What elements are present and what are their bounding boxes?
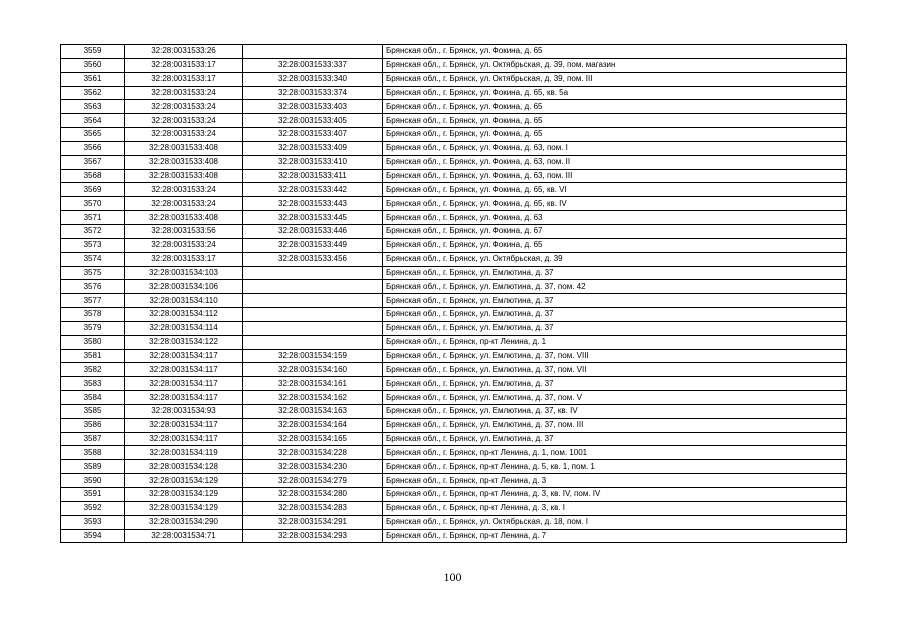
row-number-cell: 3582: [61, 363, 125, 377]
table-row: [61, 45, 847, 59]
parcel-number-cell: 32:28:0031533:24: [125, 183, 243, 197]
row-number-cell: 3562: [61, 86, 125, 100]
address-cell: Брянская обл., г. Брянск, ул. Октябрьская, д. 18, пом. I: [383, 515, 847, 529]
table-row: [61, 377, 847, 391]
address-cell: Брянская обл., г. Брянск, ул. Октябрьская, д. 39, пом. магазин: [383, 58, 847, 72]
parcel-number-cell: 32:28:0031534:117: [125, 363, 243, 377]
table-row: [61, 501, 847, 515]
table-row: [61, 72, 847, 86]
address-cell: Брянская обл., г. Брянск, ул. Емлютина, д. 37: [383, 266, 847, 280]
object-number-cell: 32:28:0031534:279: [243, 474, 383, 488]
table-row: [61, 294, 847, 308]
address-cell: Брянская обл., г. Брянск, ул. Фокина, д. 63, пом. II: [383, 155, 847, 169]
table-row: [61, 432, 847, 446]
parcel-number-cell: 32:28:0031534:71: [125, 529, 243, 543]
cadastral-table: [60, 44, 847, 543]
object-number-cell: 32:28:0031534:161: [243, 377, 383, 391]
object-number-cell: 32:28:0031533:407: [243, 128, 383, 142]
page-number: 100: [443, 570, 462, 584]
object-number-cell: 32:28:0031534:293: [243, 529, 383, 543]
address-cell: Брянская обл., г. Брянск, ул. Емлютина, д. 37: [383, 432, 847, 446]
table-row: [61, 363, 847, 377]
parcel-number-cell: 32:28:0031533:24: [125, 128, 243, 142]
table-row: [61, 266, 847, 280]
address-cell: Брянская обл., г. Брянск, ул. Емлютина, д. 37, пом. 42: [383, 280, 847, 294]
table-body: [61, 45, 847, 543]
row-number-cell: 3574: [61, 252, 125, 266]
object-number-cell: 32:28:0031533:374: [243, 86, 383, 100]
table-row: [61, 58, 847, 72]
table-row: [61, 404, 847, 418]
parcel-number-cell: 32:28:0031533:408: [125, 141, 243, 155]
parcel-number-cell: 32:28:0031534:290: [125, 515, 243, 529]
parcel-number-cell: 32:28:0031534:128: [125, 460, 243, 474]
row-number-cell: 3594: [61, 529, 125, 543]
address-cell: Брянская обл., г. Брянск, ул. Емлютина, д. 37: [383, 377, 847, 391]
table-row: [61, 308, 847, 322]
row-number-cell: 3572: [61, 224, 125, 238]
table-row: [61, 141, 847, 155]
table-row: [61, 252, 847, 266]
row-number-cell: 3570: [61, 197, 125, 211]
parcel-number-cell: 32:28:0031534:129: [125, 488, 243, 502]
parcel-number-cell: 32:28:0031533:24: [125, 238, 243, 252]
object-number-cell: 32:28:0031533:409: [243, 141, 383, 155]
address-cell: Брянская обл., г. Брянск, ул. Октябрьская, д. 39, пом. III: [383, 72, 847, 86]
table-row: [61, 224, 847, 238]
object-number-cell: 32:28:0031534:230: [243, 460, 383, 474]
object-number-cell: 32:28:0031533:405: [243, 114, 383, 128]
row-number-cell: 3591: [61, 488, 125, 502]
row-number-cell: 3581: [61, 349, 125, 363]
address-cell: Брянская обл., г. Брянск, ул. Емлютина, д. 37: [383, 321, 847, 335]
row-number-cell: 3567: [61, 155, 125, 169]
row-number-cell: 3592: [61, 501, 125, 515]
object-number-cell: 32:28:0031534:163: [243, 404, 383, 418]
address-cell: Брянская обл., г. Брянск, пр-кт Ленина, д. 1, пом. 1001: [383, 446, 847, 460]
address-cell: Брянская обл., г. Брянск, ул. Фокина, д. 63, пом. I: [383, 141, 847, 155]
object-number-cell: 32:28:0031533:337: [243, 58, 383, 72]
object-number-cell: 32:28:0031533:446: [243, 224, 383, 238]
parcel-number-cell: 32:28:0031534:114: [125, 321, 243, 335]
row-number-cell: 3585: [61, 404, 125, 418]
parcel-number-cell: 32:28:0031534:117: [125, 377, 243, 391]
table-row: [61, 197, 847, 211]
table-row: [61, 183, 847, 197]
parcel-number-cell: 32:28:0031533:24: [125, 114, 243, 128]
parcel-number-cell: 32:28:0031533:24: [125, 197, 243, 211]
table-row: [61, 529, 847, 543]
address-cell: Брянская обл., г. Брянск, ул. Фокина, д. 65: [383, 100, 847, 114]
parcel-number-cell: 32:28:0031533:26: [125, 45, 243, 59]
parcel-number-cell: 32:28:0031533:17: [125, 58, 243, 72]
object-number-cell: 32:28:0031534:291: [243, 515, 383, 529]
parcel-number-cell: 32:28:0031533:17: [125, 72, 243, 86]
object-number-cell: 32:28:0031533:443: [243, 197, 383, 211]
row-number-cell: 3569: [61, 183, 125, 197]
table-row: [61, 169, 847, 183]
address-cell: Брянская обл., г. Брянск, ул. Фокина, д. 65: [383, 114, 847, 128]
address-cell: Брянская обл., г. Брянск, ул. Фокина, д. 65, кв. 5а: [383, 86, 847, 100]
address-cell: Брянская обл., г. Брянск, ул. Емлютина, д. 37, пом. V: [383, 391, 847, 405]
table-row: [61, 100, 847, 114]
parcel-number-cell: 32:28:0031534:110: [125, 294, 243, 308]
parcel-number-cell: 32:28:0031534:103: [125, 266, 243, 280]
row-number-cell: 3559: [61, 45, 125, 59]
table-row: [61, 128, 847, 142]
object-number-cell: 32:28:0031534:280: [243, 488, 383, 502]
address-cell: Брянская обл., г. Брянск, ул. Емлютина, д. 37, кв. IV: [383, 404, 847, 418]
address-cell: Брянская обл., г. Брянск, ул. Фокина, д. 63: [383, 211, 847, 225]
table-row: [61, 515, 847, 529]
table-row: [61, 114, 847, 128]
row-number-cell: 3579: [61, 321, 125, 335]
parcel-number-cell: 32:28:0031534:117: [125, 432, 243, 446]
address-cell: Брянская обл., г. Брянск, ул. Емлютина, д. 37: [383, 294, 847, 308]
address-cell: Брянская обл., г. Брянск, ул. Фокина, д. 65: [383, 45, 847, 59]
row-number-cell: 3568: [61, 169, 125, 183]
address-cell: Брянская обл., г. Брянск, ул. Емлютина, д. 37, пом. VIII: [383, 349, 847, 363]
table-row: [61, 321, 847, 335]
object-number-cell: 32:28:0031533:442: [243, 183, 383, 197]
table-row: [61, 155, 847, 169]
address-cell: Брянская обл., г. Брянск, пр-кт Ленина, д. 5, кв. 1, пом. 1: [383, 460, 847, 474]
row-number-cell: 3565: [61, 128, 125, 142]
table-row: [61, 349, 847, 363]
object-number-cell: 32:28:0031534:162: [243, 391, 383, 405]
address-cell: Брянская обл., г. Брянск, ул. Фокина, д. 65: [383, 128, 847, 142]
table-row: [61, 335, 847, 349]
object-number-cell: [243, 321, 383, 335]
row-number-cell: 3576: [61, 280, 125, 294]
row-number-cell: 3593: [61, 515, 125, 529]
row-number-cell: 3561: [61, 72, 125, 86]
address-cell: Брянская обл., г. Брянск, ул. Октябрьская, д. 39: [383, 252, 847, 266]
address-cell: Брянская обл., г. Брянск, ул. Фокина, д. 65, кв. IV: [383, 197, 847, 211]
parcel-number-cell: 32:28:0031533:17: [125, 252, 243, 266]
address-cell: Брянская обл., г. Брянск, пр-кт Ленина, д. 3: [383, 474, 847, 488]
address-cell: Брянская обл., г. Брянск, пр-кт Ленина, д. 1: [383, 335, 847, 349]
row-number-cell: 3560: [61, 58, 125, 72]
row-number-cell: 3571: [61, 211, 125, 225]
table-row: [61, 211, 847, 225]
object-number-cell: [243, 308, 383, 322]
table-row: [61, 460, 847, 474]
table-row: [61, 238, 847, 252]
object-number-cell: 32:28:0031534:283: [243, 501, 383, 515]
object-number-cell: [243, 266, 383, 280]
object-number-cell: 32:28:0031533:410: [243, 155, 383, 169]
parcel-number-cell: 32:28:0031534:117: [125, 349, 243, 363]
row-number-cell: 3577: [61, 294, 125, 308]
object-number-cell: 32:28:0031534:164: [243, 418, 383, 432]
parcel-number-cell: 32:28:0031533:24: [125, 86, 243, 100]
address-cell: Брянская обл., г. Брянск, ул. Фокина, д. 67: [383, 224, 847, 238]
object-number-cell: [243, 335, 383, 349]
parcel-number-cell: 32:28:0031534:117: [125, 391, 243, 405]
row-number-cell: 3564: [61, 114, 125, 128]
parcel-number-cell: 32:28:0031534:112: [125, 308, 243, 322]
object-number-cell: 32:28:0031533:445: [243, 211, 383, 225]
table-row: [61, 488, 847, 502]
row-number-cell: 3563: [61, 100, 125, 114]
address-cell: Брянская обл., г. Брянск, ул. Емлютина, д. 37, пом. VII: [383, 363, 847, 377]
row-number-cell: 3590: [61, 474, 125, 488]
table-row: [61, 418, 847, 432]
table-row: [61, 391, 847, 405]
parcel-number-cell: 32:28:0031534:129: [125, 501, 243, 515]
object-number-cell: 32:28:0031534:160: [243, 363, 383, 377]
address-cell: Брянская обл., г. Брянск, ул. Емлютина, д. 37: [383, 308, 847, 322]
row-number-cell: 3573: [61, 238, 125, 252]
row-number-cell: 3575: [61, 266, 125, 280]
object-number-cell: 32:28:0031534:165: [243, 432, 383, 446]
parcel-number-cell: 32:28:0031533:408: [125, 169, 243, 183]
parcel-number-cell: 32:28:0031534:117: [125, 418, 243, 432]
row-number-cell: 3586: [61, 418, 125, 432]
object-number-cell: 32:28:0031534:228: [243, 446, 383, 460]
row-number-cell: 3589: [61, 460, 125, 474]
table-row: [61, 280, 847, 294]
table-row: [61, 474, 847, 488]
object-number-cell: 32:28:0031533:456: [243, 252, 383, 266]
row-number-cell: 3566: [61, 141, 125, 155]
object-number-cell: 32:28:0031534:159: [243, 349, 383, 363]
address-cell: Брянская обл., г. Брянск, ул. Фокина, д. 63, пом. III: [383, 169, 847, 183]
address-cell: Брянская обл., г. Брянск, пр-кт Ленина, д. 7: [383, 529, 847, 543]
table-row: [61, 86, 847, 100]
parcel-number-cell: 32:28:0031534:106: [125, 280, 243, 294]
row-number-cell: 3588: [61, 446, 125, 460]
object-number-cell: 32:28:0031533:411: [243, 169, 383, 183]
object-number-cell: [243, 45, 383, 59]
parcel-number-cell: 32:28:0031533:408: [125, 155, 243, 169]
parcel-number-cell: 32:28:0031534:129: [125, 474, 243, 488]
object-number-cell: 32:28:0031533:403: [243, 100, 383, 114]
address-cell: Брянская обл., г. Брянск, ул. Фокина, д. 65, кв. VI: [383, 183, 847, 197]
row-number-cell: 3580: [61, 335, 125, 349]
parcel-number-cell: 32:28:0031533:408: [125, 211, 243, 225]
row-number-cell: 3587: [61, 432, 125, 446]
object-number-cell: [243, 294, 383, 308]
parcel-number-cell: 32:28:0031534:93: [125, 404, 243, 418]
parcel-number-cell: 32:28:0031533:56: [125, 224, 243, 238]
parcel-number-cell: 32:28:0031534:119: [125, 446, 243, 460]
address-cell: Брянская обл., г. Брянск, пр-кт Ленина, д. 3, кв. I: [383, 501, 847, 515]
object-number-cell: 32:28:0031533:449: [243, 238, 383, 252]
row-number-cell: 3583: [61, 377, 125, 391]
parcel-number-cell: 32:28:0031533:24: [125, 100, 243, 114]
address-cell: Брянская обл., г. Брянск, пр-кт Ленина, д. 3, кв. IV, пом. IV: [383, 488, 847, 502]
row-number-cell: 3584: [61, 391, 125, 405]
row-number-cell: 3578: [61, 308, 125, 322]
parcel-number-cell: 32:28:0031534:122: [125, 335, 243, 349]
address-cell: Брянская обл., г. Брянск, ул. Емлютина, д. 37, пом. III: [383, 418, 847, 432]
object-number-cell: [243, 280, 383, 294]
object-number-cell: 32:28:0031533:340: [243, 72, 383, 86]
table-row: [61, 446, 847, 460]
address-cell: Брянская обл., г. Брянск, ул. Фокина, д. 65: [383, 238, 847, 252]
